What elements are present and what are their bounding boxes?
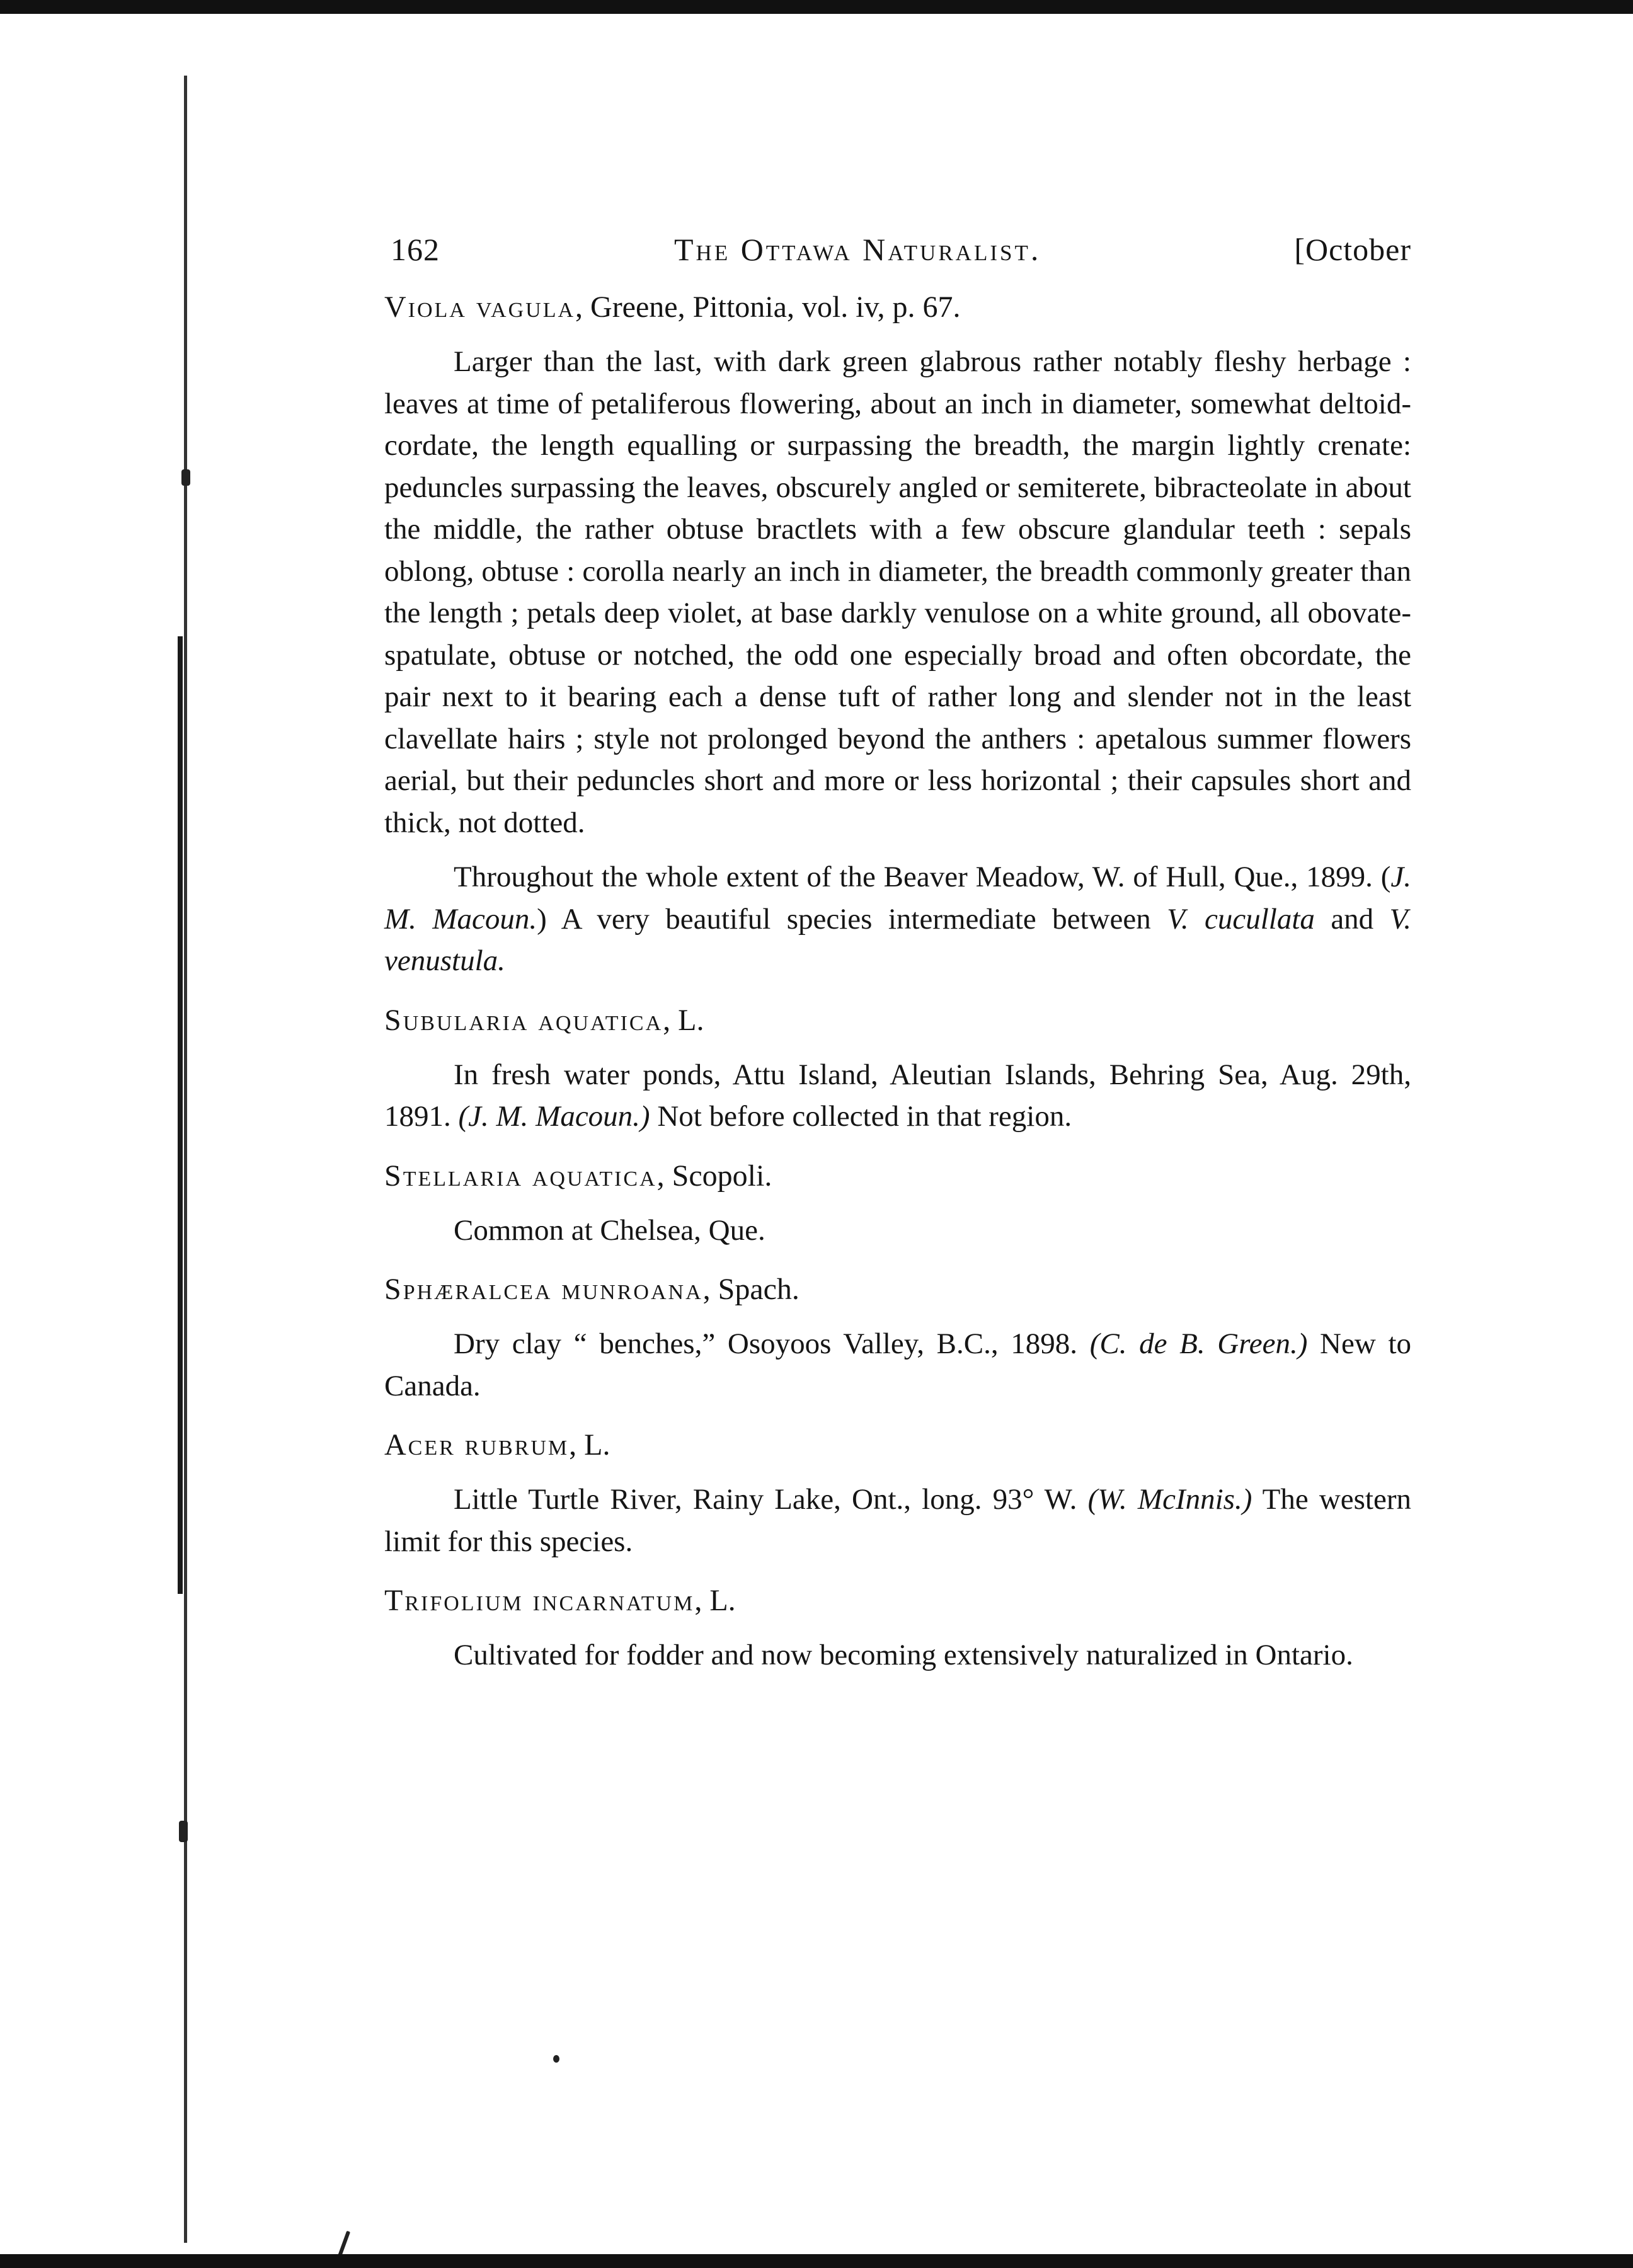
journal-title: The Ottawa Naturalist. — [674, 232, 1041, 267]
species-authority: , L. — [694, 1584, 736, 1617]
collector-name: (J. M. Macoun.) — [458, 1100, 650, 1133]
locality-note: In fresh water ponds, Attu Island, Aleutian Islands, Behring Sea, Aug. 29th, 1891. (J. M. Macoun.) Not before collected in that region. — [384, 1058, 1411, 1133]
locality-note: Little Turtle River, Rainy Lake, Ont., long. 93° W. (W. McInnis.) The western limit for this species. — [384, 1483, 1411, 1558]
species-heading — [384, 1000, 1411, 1041]
species-name: Subularia aquatica — [384, 1003, 663, 1037]
page-number: 162 — [391, 232, 440, 267]
species-authority: , Spach. — [702, 1273, 799, 1306]
collector-name: J. M. Macoun. — [384, 861, 1411, 936]
species-heading — [384, 1424, 1411, 1466]
running-header — [384, 224, 1411, 274]
species-heading — [384, 287, 1411, 328]
scan-edge-top — [0, 0, 1633, 14]
species-name: Trifolium incarnatum — [384, 1584, 695, 1617]
species-name: Stellaria aquatica — [384, 1159, 657, 1193]
species-authority: , Scopoli. — [656, 1159, 772, 1193]
scan-speck — [553, 2055, 559, 2063]
locality-note: Common at Chelsea, Que. — [454, 1213, 765, 1247]
collector-name: (C. de B. Green.) — [1089, 1327, 1308, 1360]
species-authority: , Greene, Pittonia, vol. iv, p. 67. — [575, 290, 961, 324]
species-authority: , L. — [663, 1003, 704, 1037]
species-name: Viola vagula — [384, 290, 576, 324]
species-heading — [384, 1580, 1411, 1622]
species-reference: V. cucullata — [1167, 902, 1315, 936]
scan-speck — [179, 1821, 188, 1842]
species-name: Acer rubrum — [384, 1428, 570, 1462]
species-reference: V. venustula. — [384, 902, 1412, 977]
document-page — [384, 224, 1411, 1676]
species-heading — [384, 1155, 1411, 1197]
species-description: Larger than the last, with dark green glabrous rather notably fleshy herbage : leaves at time of petaliferous flowering, about an inch in diameter, somewhat deltoid-cordate, the length equalling or surpassing the breadth, the margin lightly crenate: peduncles surpassing the leaves, obscurely angled or semiterete, bibracteolate in about the middle, the rather obtuse bractlets with a few obscure glandular teeth : sepals oblong, obtuse : corolla nearly an inch in diameter, the breadth commonly greater than the length ; petals deep violet, at base darkly venulose on a white ground, all obovate-spatulate, obtuse or notched, the odd one especially broad and often obcordate, the pair next to it bearing each a dense tuft of rather long and slender not in the least clavellate hairs ; style not prolonged beyond the anthers : apetalous summer flowers aerial, but their peduncles short and more or less horizontal ; their capsules short and thick, not dotted. — [384, 345, 1411, 839]
locality-note: Dry clay “ benches,” Osoyoos Valley, B.C., 1898. (C. de B. Green.) New to Canada. — [384, 1327, 1412, 1402]
page-binding-shadow — [178, 636, 183, 1594]
species-heading — [384, 1269, 1411, 1310]
issue-month: [October — [1294, 232, 1411, 267]
scan-speck — [181, 469, 190, 486]
locality-note: Throughout the whole extent of the Beaver Meadow, W. of Hull, Que., 1899. (J. M. Macoun.) A very beautiful species intermediate between V. cucullata and V. venustula. — [384, 861, 1412, 977]
species-authority: , L. — [569, 1428, 610, 1462]
scan-edge-bottom — [0, 2254, 1633, 2268]
locality-note: Cultivated for fodder and now becoming extensively naturalized in Ontario. — [454, 1639, 1353, 1671]
page-binding-edge — [184, 76, 187, 2243]
species-name: Sphæralcea munroana — [384, 1273, 703, 1306]
collector-name: (W. McInnis.) — [1087, 1483, 1252, 1516]
